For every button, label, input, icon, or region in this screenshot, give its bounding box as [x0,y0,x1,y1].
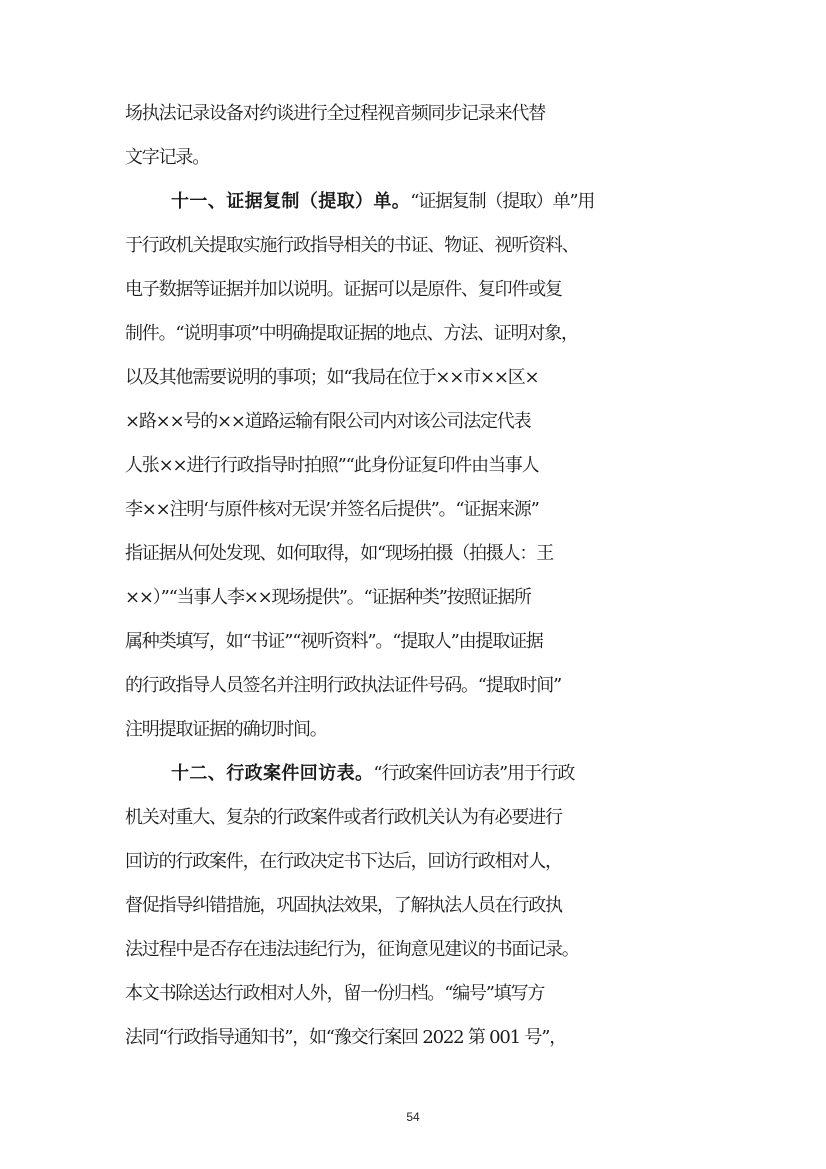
body-line-7 [0,362,826,394]
line-text: 李××注明‘与原件核对无误’并签名后提供”。“证据来源” [125,499,539,520]
body-line-17 [0,802,826,834]
line-text: 注明提取证据的确切时间。 [125,719,327,740]
line-text: 人张××进行行政指导时拍照”“此身份证复印件由当事人 [125,455,539,476]
line-text: 属种类填写，如“书证”“视听资料”。“提取人”由提取证据 [125,631,543,652]
line-text: 电子数据等证据并加以说明。证据可以是原件、复印件或复 [125,279,562,300]
line-text: 指证据从何处发现、如何取得，如“现场拍摄（拍摄人：王 [125,543,553,564]
body-line-10 [0,494,826,526]
body-line-21 [0,978,826,1010]
body-line-20 [0,934,826,966]
line-text: 法同“行政指导通知书”，如“豫交行案回 2022 第 001 号”， [125,1027,567,1048]
body-line-5 [0,274,826,306]
section-heading-12: 十二、行政案件回访表。 [171,763,374,784]
section-11-first-line [0,186,826,218]
line-text: 本文书除送达行政相对人外，留一份归档。“编号”填写方 [125,983,545,1004]
body-line-9 [0,450,826,482]
line-text: 机关对重大、复杂的行政案件或者行政机关认为有必要进行 [125,807,562,828]
body-line-11 [0,538,826,570]
line-text: 的行政指导人员签名并注明行政执法证件号码。“提取时间” [125,675,562,696]
line-text: 督促指导纠错措施，巩固执法效果，了解执法人员在行政执 [125,895,562,916]
body-line-1 [0,98,826,130]
line-text: “证据复制（提取）单”用 [410,191,595,212]
body-line-14 [0,670,826,702]
line-text: “行政案件回访表”用于行政 [373,763,575,784]
section-12-first-line [0,758,826,790]
body-line-18 [0,846,826,878]
body-line-8 [0,406,826,438]
line-text: 回访的行政案件，在行政决定书下达后，回访行政相对人， [125,851,562,872]
body-line-19 [0,890,826,922]
section-heading-11: 十一、证据复制（提取）单。 [171,191,411,212]
line-text: ×路××号的××道路运输有限公司内对该公司法定代表 [125,411,531,432]
line-text: 以及其他需要说明的事项；如“我局在位于××市××区× [125,367,539,388]
line-text: 于行政机关提取实施行政指导相关的书证、物证、视听资料、 [125,235,579,256]
line-text: ××）”“当事人李××现场提供”。“证据种类”按照证据所 [125,587,531,608]
page-number: 54 [406,1110,420,1124]
body-line-6 [0,318,826,350]
line-text: 场执法记录设备对约谈进行全过程视音频同步记录来代替 [125,103,545,124]
body-line-15 [0,714,826,746]
body-line-12 [0,582,826,614]
line-text: 制件。“说明事项”中明确提取证据的地点、方法、证明对象， [125,323,578,344]
line-text: 文字记录。 [125,147,209,168]
body-line-13 [0,626,826,658]
body-line-2 [0,142,826,174]
body-line-4 [0,230,826,262]
line-text: 法过程中是否存在违法违纪行为，征询意见建议的书面记录。 [125,939,579,960]
body-line-22 [0,1022,826,1054]
